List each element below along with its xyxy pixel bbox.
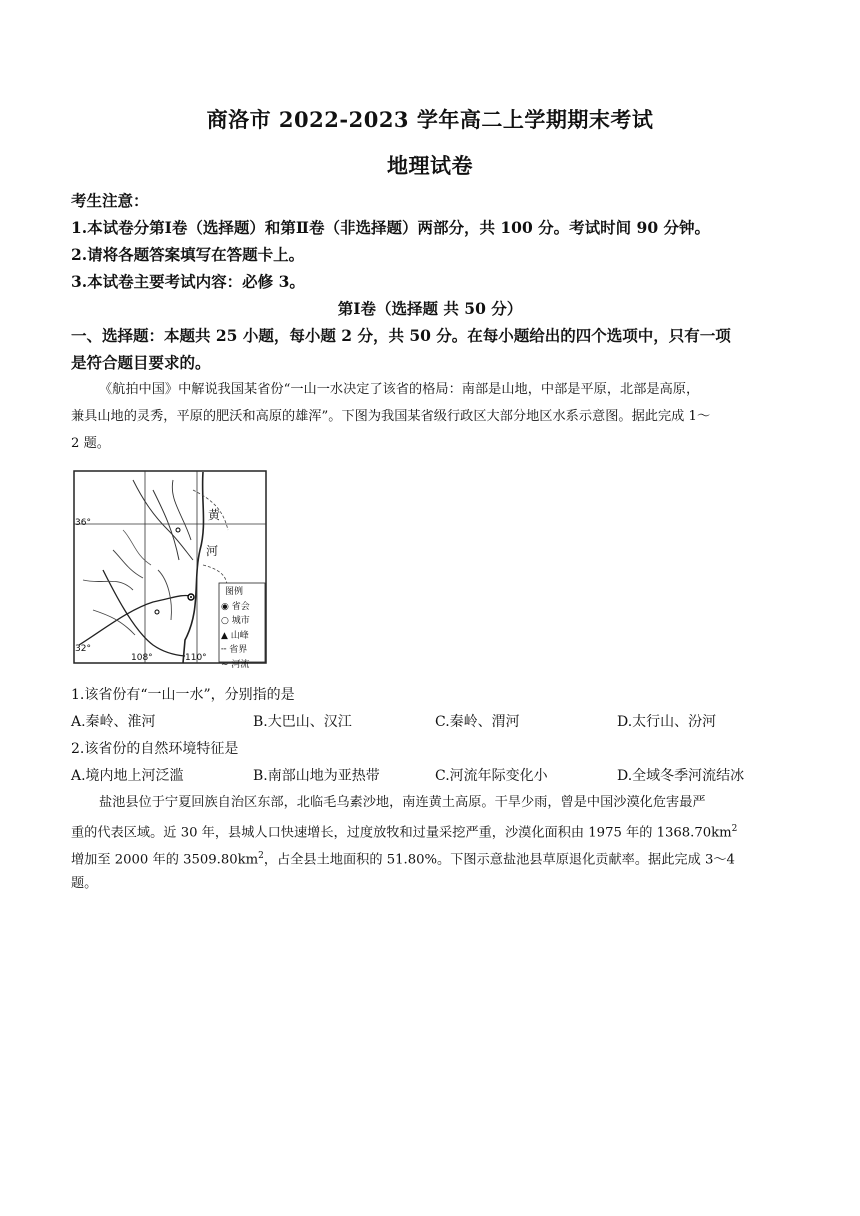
passage-line: 重的代表区域。近 30 年，县城人口快速增长，过度放牧和过量采挖严重，沙漠化面积由 1975 年的 $1368.70km^2$ [71,824,738,841]
river-icon: ∼ [221,659,229,670]
option-b[interactable]: B.大巴山、汉江 [253,714,352,730]
section-instruction: 一、选择题：本题共 25 小题，每小题 2 分，共 50 分。在每小题给出的四个选项中，只有一项 [71,326,731,345]
notice-item: 2.请将各题答案填写在答题卡上。 [71,245,305,264]
option-a[interactable]: A.秦岭、淮河 [71,714,156,730]
passage-line: 盐池县位于宁夏回族自治区东部，北临毛乌素沙地，南连黄土高原。干旱少雨，曾是中国沙漠化危害最严 [99,795,706,810]
legend-item: ╌ 省界 [221,645,248,655]
city-icon: ○ [221,616,229,626]
option-d[interactable]: D.全域冬季河流结冰 [617,768,745,784]
longitude-label: 108° [131,653,153,663]
exam-title: 商洛市 2022-2023 学年高二上学期期末考试 [206,107,654,132]
legend-item: ○ 城市 [221,616,250,626]
legend-item: ▲ 山峰 [221,630,249,641]
notice-item: 1.本试卷分第Ⅰ卷（选择题）和第Ⅱ卷（非选择题）两部分，共 100 分。考试时间 90 分钟。 [71,218,711,237]
option-c[interactable]: C.河流年际变化小 [435,768,548,784]
passage-line: 《航拍中国》中解说我国某省份“一山一水决定了该省的格局：南部是山地，中部是平原，北部是高原， [99,382,700,397]
option-a[interactable]: A.境内地上河泛滥 [71,768,184,784]
legend-title: 图例 [225,587,244,597]
part1-heading: 第Ⅰ卷（选择题 共 50 分） [337,299,523,318]
option-d[interactable]: D.太行山、汾河 [617,714,717,730]
boundary-icon: ╌ [221,645,227,655]
passage-line: 2 题。 [71,436,110,451]
latitude-label: 32° [75,644,91,654]
passage-line: 题。 [71,876,98,891]
section-instruction: 是符合题目要求的。 [71,353,211,372]
river-name-label: 河 [206,544,219,558]
passage-line: 增加至 2000 年的 $3509.80km^2$，占全县土地面积的 51.80%。下图示意盐池县草原退化贡献率。据此完成 3～4 [71,851,735,868]
capital-icon: ◉ [221,601,229,612]
option-b[interactable]: B.南部山地为亚热带 [253,768,380,784]
map-legend [221,585,263,672]
latitude-label: 36° [75,518,91,528]
legend-item: ◉ 省会 [221,601,250,612]
notice-item: 3.本试卷主要考试内容：必修 3。 [71,272,305,291]
longitude-label: 110° [185,653,207,663]
passage-line: 兼具山地的灵秀，平原的肥沃和高原的雄浑”。下图为我国某省级行政区大部分地区水系示意图。据此完成 1～ [71,409,711,424]
legend-item: ∼ 河流 [221,659,250,670]
option-c[interactable]: C.秦岭、渭河 [435,714,520,730]
exam-subtitle: 地理试卷 [387,153,473,178]
river-name-label: 黄 [208,508,221,522]
question-stem: 1.该省份有“一山一水”，分别指的是 [71,687,295,703]
peak-icon: ▲ [221,630,228,641]
river-system-map [73,470,267,670]
question-stem: 2.该省份的自然环境特征是 [71,741,239,757]
notice-heading: 考生注意： [71,191,149,210]
